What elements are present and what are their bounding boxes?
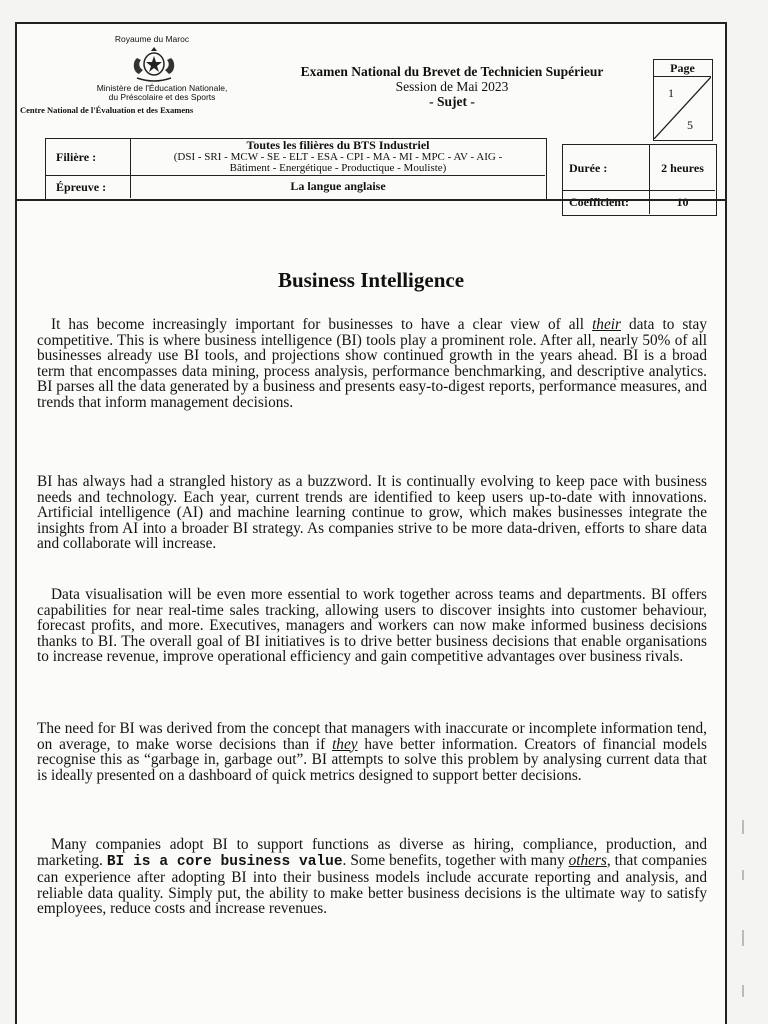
evaluation-center: Centre National de l'Évaluation et des Examens [20,105,194,115]
scan-mark [742,930,744,946]
scan-mark [742,985,744,997]
epreuve-value: La langue anglaise [290,179,386,193]
filiere-title: Toutes les filières du BTS Industriel [246,138,430,152]
page-diagonal [654,77,711,139]
document-title: Business Intelligence [277,268,465,292]
paragraph-2: BI has always had a strangled history as a buzzword. It is continually evolving to keep pace with business needs and technology. Each year, current trends are identified to keep users up-to-date with innovations. Artificial intelligence (AI) and machine learning continue to grow, which makes businesses integrate the insights from AI into a broader BI strategy. As companies strive to be more data-driven, efforts to share data and collaborate will increase. [37,473,707,553]
header-divider [17,199,725,201]
duree-value: 2 heures [650,145,715,191]
coefficient-label: Coefficient: [569,195,629,209]
ministry-line-1: Ministère de l'Éducation Nationale, [96,83,228,93]
page-label: Page [654,60,711,77]
scan-mark [742,820,744,834]
ministry-line-2: du Préscolaire et des Sports [108,92,216,102]
exam-title: Examen National du Brevet de Technicien Supérieur [300,64,604,79]
bold-phrase: BI is a core business value [106,853,343,870]
underlined-word-their: their [592,316,621,333]
subject-tag: - Sujet - [429,94,475,109]
duration-table [562,144,717,216]
page-number: 1 [668,86,674,100]
paragraph-1: It has become increasingly important for businesses to have a clear view of all their data to stay competitive. This is where business intelligence (BI) tools play a prominent role. After all, nearly 50% of all businesses already use BI tools, and projections show continued growth in the years ahead. BI is a broad term that encompasses data mining, process analysis, performance benchmarking, and descriptive analytics. BI parses all the data generated by a business and presents easy-to-digest reports, performance measures, and trends that inform management decisions. [37,316,707,411]
info-table [45,138,547,200]
exam-sheet [15,22,727,1024]
filiere-label: Filière : [56,150,97,164]
scan-mark [742,870,744,880]
filiere-detail-1: (DSI - SRI - MCW - SE - ELT - ESA - CPI - MA - MI - MPC - AV - AIG - [173,150,503,163]
session-label: Session de Mai 2023 [395,79,509,94]
page-box [653,59,713,141]
kingdom-label: Royaume du Maroc [114,34,190,44]
underlined-word-others: others [568,851,607,869]
moroccan-emblem-icon [129,44,179,82]
filiere-detail-2: Bâtiment - Energétique - Productique - Mouliste) [229,162,447,174]
epreuve-label: Épreuve : [56,180,107,194]
paragraph-4: The need for BI was derived from the concept that managers with inaccurate or incomplete information tend, on average, to make worse decisions than if they have better information. Creators of financial models recognise this as “garbage in, garbage out”. BI attempts to solve this problem by analysing current data that is ideally presented on a dashboard of quick metrics designed to support better decisions. [37,720,707,784]
paragraph-3: Data visualisation will be even more essential to work together across teams and departments. BI offers capabilities for near real-time sales tracking, allowing users to discover insights into customer behaviour, forecast profits, and more. Executives, managers and workers can now make informed business decisions thanks to BI. The overall goal of BI initiatives is to drive better business decisions that enable organisations to increase revenue, improve operational efficiency and gain competitive advantages over business rivals. [37,586,707,666]
paragraph-5: Many companies adopt BI to support functions as diverse as hiring, compliance, production, and marketing. BI is a core business value. Some benefits, together with many others, that companies can experience after adopting BI into their business models include accurate reporting and analysis, and reliable data quality. Simply put, the ability to make better business decisions is the ultimate way to satisfy employees, reduce costs and increase revenues. [37,836,707,918]
page-total: 5 [687,118,693,132]
duree-label: Durée : [569,161,608,175]
coefficient-value: 10 [676,195,689,209]
underlined-word-they: they [332,735,358,753]
